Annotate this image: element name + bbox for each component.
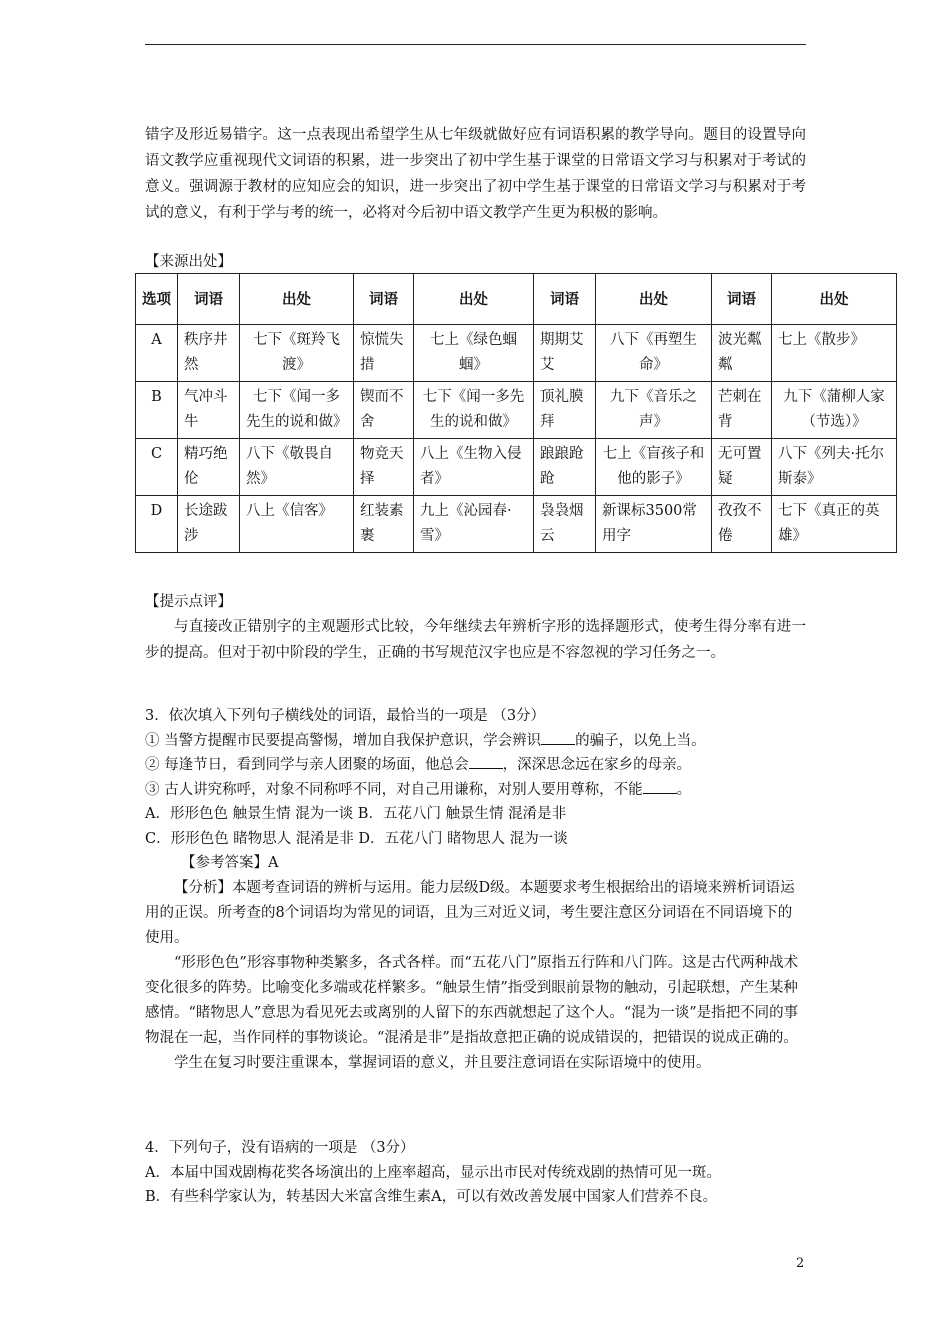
table-cell: D bbox=[136, 496, 178, 553]
table-cell: 八下《再塑生命》 bbox=[596, 325, 712, 382]
question-3 bbox=[145, 704, 806, 1076]
table-cell: 气冲斗牛 bbox=[178, 382, 240, 439]
q3-sentence-2: ② 每逢节日，看到同学与亲人团聚的场面，他总会 ，深深思念远在家乡的母亲。 bbox=[145, 753, 806, 778]
q3-advice: 学生在复习时要注重课本，掌握词语的意义，并且要注意词语在实际语境中的使用。 bbox=[174, 1054, 711, 1071]
table-cell: 锲而不舍 bbox=[354, 382, 414, 439]
q3-explanation: “形形色色”形容事物种类繁多，各式各样。而“五花八门”原指五行阵和八门阵。这是古代两种战术变化很多的阵势。比喻变化多端或花样繁多。“触景生情”指受到眼前景物的触动，引起联想，产生某种感情。“睹物思人”意思为看见死去或离别的人留下的东西就想起了这个人。“混为一谈”是指把不同的事物混在一起，当作同样的事物谈论。“混淆是非”是指故意把正确的说成错误的，把错误的说成正确的。 bbox=[145, 954, 799, 1046]
q4-option-a: A．本届中国戏剧梅花奖各场演出的上座率超高，显示出市民对传统戏剧的热情可见一斑。 bbox=[145, 1164, 721, 1181]
table-row bbox=[136, 325, 897, 382]
page-number: 2 bbox=[796, 1256, 805, 1271]
table-cell: 七下《斑羚飞渡》 bbox=[240, 325, 354, 382]
table-cell: 长途跋涉 bbox=[178, 496, 240, 553]
table-cell: 七下《真正的英雄》 bbox=[772, 496, 897, 553]
table-cell: 七上《散步》 bbox=[772, 325, 897, 382]
table-row bbox=[136, 382, 897, 439]
blank-line bbox=[643, 779, 677, 794]
review-heading: 【提示点评】 bbox=[145, 594, 232, 610]
table-cell: 波光粼粼 bbox=[712, 325, 772, 382]
table-cell: 七下《闻一多先生的说和做》 bbox=[240, 382, 354, 439]
table-cell: 顶礼膜拜 bbox=[534, 382, 596, 439]
q3-options-cd: C．形形色色 睹物思人 混淆是非 D．五花八门 睹物思人 混为一谈 bbox=[145, 830, 568, 847]
review-paragraph: 与直接改正错别字的主观题形式比较，今年继续去年辨析字形的选择题形式，使考生得分率有进一步的提高。但对于初中阶段的学生，正确的书写规范汉字也应是不容忽视的学习任务之一。 bbox=[145, 619, 806, 661]
header-rule bbox=[145, 44, 806, 45]
header-source-2: 出处 bbox=[414, 274, 534, 325]
header-word-1: 词语 bbox=[178, 274, 240, 325]
source-heading-block bbox=[145, 250, 806, 274]
table-cell: 袅袅烟云 bbox=[534, 496, 596, 553]
table-cell: 惊慌失措 bbox=[354, 325, 414, 382]
table-cell: 七下《闻一多先生的说和做》 bbox=[414, 382, 534, 439]
header-option: 选项 bbox=[136, 274, 178, 325]
table-cell: 九下《蒲柳人家（节选）》 bbox=[772, 382, 897, 439]
table-cell: 物竞天择 bbox=[354, 439, 414, 496]
header-word-2: 词语 bbox=[354, 274, 414, 325]
review-heading-block bbox=[145, 590, 806, 614]
header-source-3: 出处 bbox=[596, 274, 712, 325]
table-cell: 芒刺在背 bbox=[712, 382, 772, 439]
table-cell: 无可置疑 bbox=[712, 439, 772, 496]
table-cell: 八上《信客》 bbox=[240, 496, 354, 553]
source-table-header-row bbox=[136, 274, 897, 325]
header-word-4: 词语 bbox=[712, 274, 772, 325]
table-cell: 八下《敬畏自然》 bbox=[240, 439, 354, 496]
header-source-4: 出处 bbox=[772, 274, 897, 325]
q4-stem: 4．下列句子，没有语病的一项是 （3分） bbox=[145, 1140, 415, 1156]
header-source-1: 出处 bbox=[240, 274, 354, 325]
table-cell: 八上《生物入侵者》 bbox=[414, 439, 534, 496]
source-heading: 【来源出处】 bbox=[145, 254, 232, 270]
q3-sentence-3: ③ 古人讲究称呼，对象不同称呼不同，对自己用谦称，对别人要用尊称，不能 。 bbox=[145, 778, 806, 803]
table-cell: C bbox=[136, 439, 178, 496]
intro-paragraph-block bbox=[145, 122, 806, 226]
table-cell: 红装素裹 bbox=[354, 496, 414, 553]
table-cell: 精巧绝伦 bbox=[178, 439, 240, 496]
q3-answer: 【参考答案】A bbox=[181, 855, 279, 871]
q3-sentence-1: ① 当警方提醒市民要提高警惕，增加自我保护意识，学会辨识 的骗子，以免上当。 bbox=[145, 729, 806, 754]
q3-analysis: 【分析】本题考查词语的辨析与运用。能力层级D级。本题要求考生根据给出的语境来辨析词语运用的正误。所考查的8个词语均为常见的词语，且为三对近义词，考生要注意区分词语在不同语境下的使用。 bbox=[145, 879, 795, 946]
table-cell: B bbox=[136, 382, 178, 439]
review-paragraph-block bbox=[145, 614, 806, 666]
question-4 bbox=[145, 1136, 806, 1210]
table-cell: 孜孜不倦 bbox=[712, 496, 772, 553]
table-cell: 秩序井然 bbox=[178, 325, 240, 382]
blank-line bbox=[469, 754, 503, 769]
table-cell: 期期艾艾 bbox=[534, 325, 596, 382]
intro-paragraph: 错字及形近易错字。这一点表现出希望学生从七年级就做好应有词语积累的教学导向。题目的设置导向语文教学应重视现代文词语的积累，进一步突出了初中学生基于课堂的日常语文学习与积累对于考试的意义。强调源于教材的应知应会的知识，进一步突出了初中学生基于课堂的日常语文学习与积累对于考试的意义，有利于学与考的统一，必将对今后初中语文教学产生更为积极的影响。 bbox=[145, 127, 806, 221]
table-cell: 新课标3500常用字 bbox=[596, 496, 712, 553]
header-word-3: 词语 bbox=[534, 274, 596, 325]
blank-line bbox=[541, 730, 575, 745]
table-row bbox=[136, 439, 897, 496]
table-cell: 七上《盲孩子和他的影子》 bbox=[596, 439, 712, 496]
table-cell: 九下《音乐之声》 bbox=[596, 382, 712, 439]
table-cell: 九上《沁园春·雪》 bbox=[414, 496, 534, 553]
table-cell: 七上《绿色蝈蝈》 bbox=[414, 325, 534, 382]
q3-stem: 3．依次填入下列句子横线处的词语，最恰当的一项是 （3分） bbox=[145, 708, 546, 724]
source-table bbox=[135, 273, 897, 553]
q3-options-ab: A．形形色色 触景生情 混为一谈 B．五花八门 触景生情 混淆是非 bbox=[145, 806, 567, 822]
q4-option-b: B．有些科学家认为，转基因大米富含维生素A，可以有效改善发展中国家人们营养不良。 bbox=[145, 1189, 718, 1205]
table-row bbox=[136, 496, 897, 553]
table-cell: 踉踉跄跄 bbox=[534, 439, 596, 496]
table-cell: 八下《列夫·托尔斯泰》 bbox=[772, 439, 897, 496]
table-cell: A bbox=[136, 325, 178, 382]
